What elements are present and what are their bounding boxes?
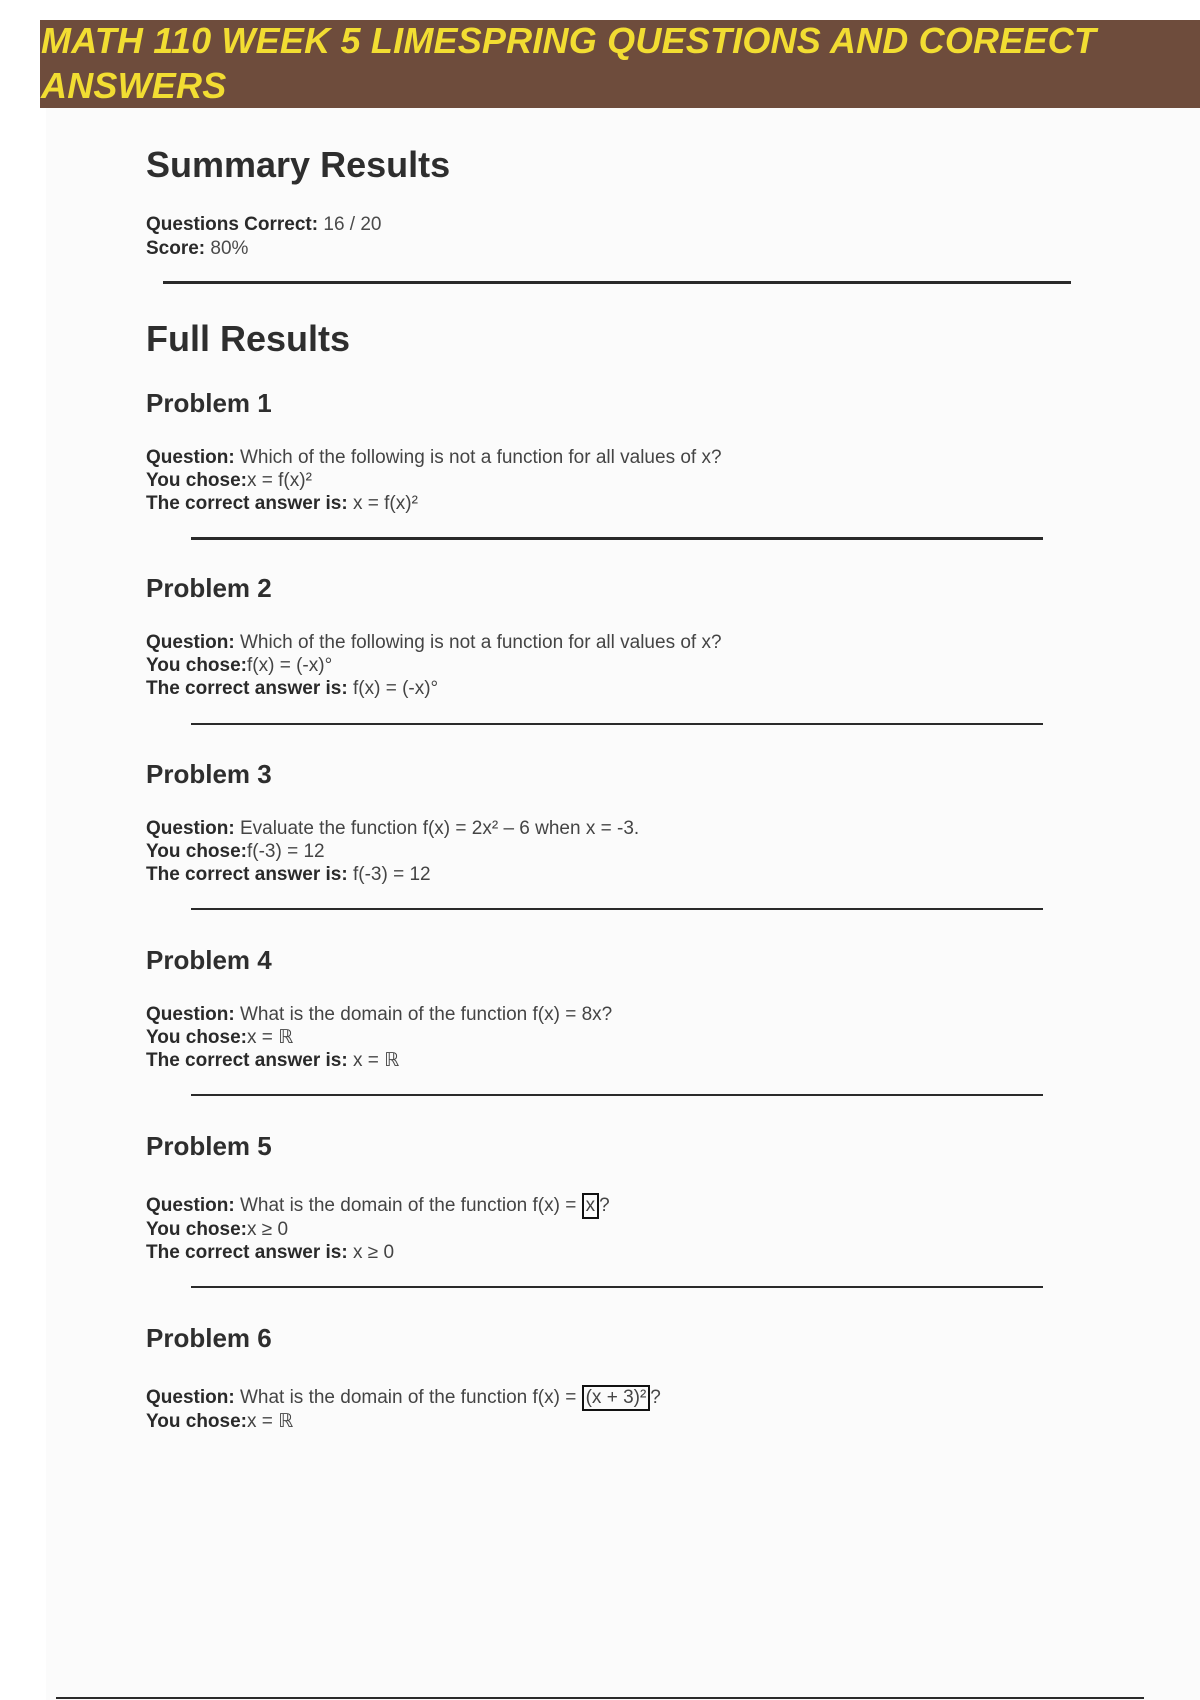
score-value: 80% — [210, 238, 249, 259]
question-line — [146, 1193, 610, 1219]
problem-title: Problem 4 — [146, 945, 272, 975]
correct-answer-line — [146, 493, 418, 515]
full-results-heading: Full Results — [146, 318, 351, 359]
problem-title: Problem 6 — [146, 1323, 272, 1353]
divider — [191, 1094, 1043, 1096]
question-label: Question: — [146, 1004, 235, 1025]
you-chose-label: You chose: — [146, 1027, 247, 1048]
you-chose-value: x ≥ 0 — [247, 1219, 289, 1240]
you-chose-label: You chose: — [146, 1411, 247, 1432]
problem-title: Problem 1 — [146, 388, 272, 418]
page-bottom-divider — [56, 1697, 1144, 1699]
divider — [191, 1286, 1043, 1288]
question-line — [146, 447, 722, 469]
question-label: Question: — [146, 818, 235, 839]
correct-answer-value: f(x) = (-x)° — [352, 678, 439, 699]
correct-answer-line — [146, 678, 438, 700]
question-line — [146, 818, 639, 840]
boxed-expression: (x + 3)² — [582, 1385, 651, 1411]
problem-title: Problem 2 — [146, 573, 272, 603]
question-line — [146, 1385, 661, 1411]
questions-correct-line — [146, 214, 381, 236]
you-chose-value: x = ℝ — [247, 1411, 294, 1432]
correct-answer-label: The correct answer is: — [146, 1050, 348, 1071]
you-chose-line — [146, 1027, 293, 1049]
question-text: What is the domain of the function f(x) = — [239, 1195, 582, 1216]
you-chose-label: You chose: — [146, 841, 247, 862]
you-chose-label: You chose: — [146, 470, 247, 491]
problem-title: Problem 3 — [146, 759, 272, 789]
score-label: Score: — [146, 238, 206, 259]
you-chose-value: f(-3) = 12 — [247, 841, 325, 862]
correct-answer-label: The correct answer is: — [146, 1242, 348, 1263]
question-text: Which of the following is not a function for all values of x? — [239, 447, 722, 468]
question-label: Question: — [146, 632, 235, 653]
correct-answer-line — [146, 1050, 399, 1072]
correct-answer-value: f(-3) = 12 — [352, 864, 431, 885]
you-chose-label: You chose: — [146, 1219, 247, 1240]
you-chose-line — [146, 1411, 293, 1433]
you-chose-value: x = f(x)² — [247, 470, 312, 491]
you-chose-line — [146, 841, 325, 863]
you-chose-value: f(x) = (-x)° — [247, 655, 333, 676]
you-chose-line — [146, 1219, 288, 1241]
question-suffix: ? — [599, 1195, 610, 1216]
correct-answer-value: x = ℝ — [352, 1050, 400, 1071]
correct-answer-line — [146, 1242, 394, 1264]
question-line — [146, 1004, 612, 1026]
you-chose-line — [146, 655, 332, 677]
question-line — [146, 632, 722, 654]
divider — [163, 281, 1071, 284]
score-line — [146, 238, 248, 260]
divider — [191, 723, 1043, 725]
you-chose-value: x = ℝ — [247, 1027, 294, 1048]
question-text: What is the domain of the function f(x) = 8x? — [239, 1004, 613, 1025]
questions-correct-label: Questions Correct: — [146, 214, 319, 235]
boxed-expression: x — [582, 1193, 600, 1219]
you-chose-line — [146, 470, 312, 492]
question-suffix: ? — [650, 1387, 661, 1408]
correct-answer-value: x = f(x)² — [352, 493, 418, 514]
question-label: Question: — [146, 447, 235, 468]
correct-answer-line — [146, 864, 431, 886]
questions-correct-value: 16 / 20 — [323, 214, 382, 235]
correct-answer-label: The correct answer is: — [146, 678, 348, 699]
question-text: Which of the following is not a function for all values of x? — [239, 632, 722, 653]
divider — [191, 908, 1043, 910]
divider — [191, 537, 1043, 540]
question-label: Question: — [146, 1195, 235, 1216]
correct-answer-label: The correct answer is: — [146, 864, 348, 885]
correct-answer-label: The correct answer is: — [146, 493, 348, 514]
summary-heading: Summary Results — [146, 144, 451, 185]
question-text: Evaluate the function f(x) = 2x² – 6 when x = -3. — [239, 818, 640, 839]
you-chose-label: You chose: — [146, 655, 247, 676]
problem-title: Problem 5 — [146, 1131, 272, 1161]
question-text: What is the domain of the function f(x) = — [239, 1387, 582, 1408]
correct-answer-value: x ≥ 0 — [352, 1242, 395, 1263]
question-label: Question: — [146, 1387, 235, 1408]
document-title: MATH 110 WEEK 5 LIMESPRING QUESTIONS AND COREECT ANSWERS — [41, 20, 1097, 106]
